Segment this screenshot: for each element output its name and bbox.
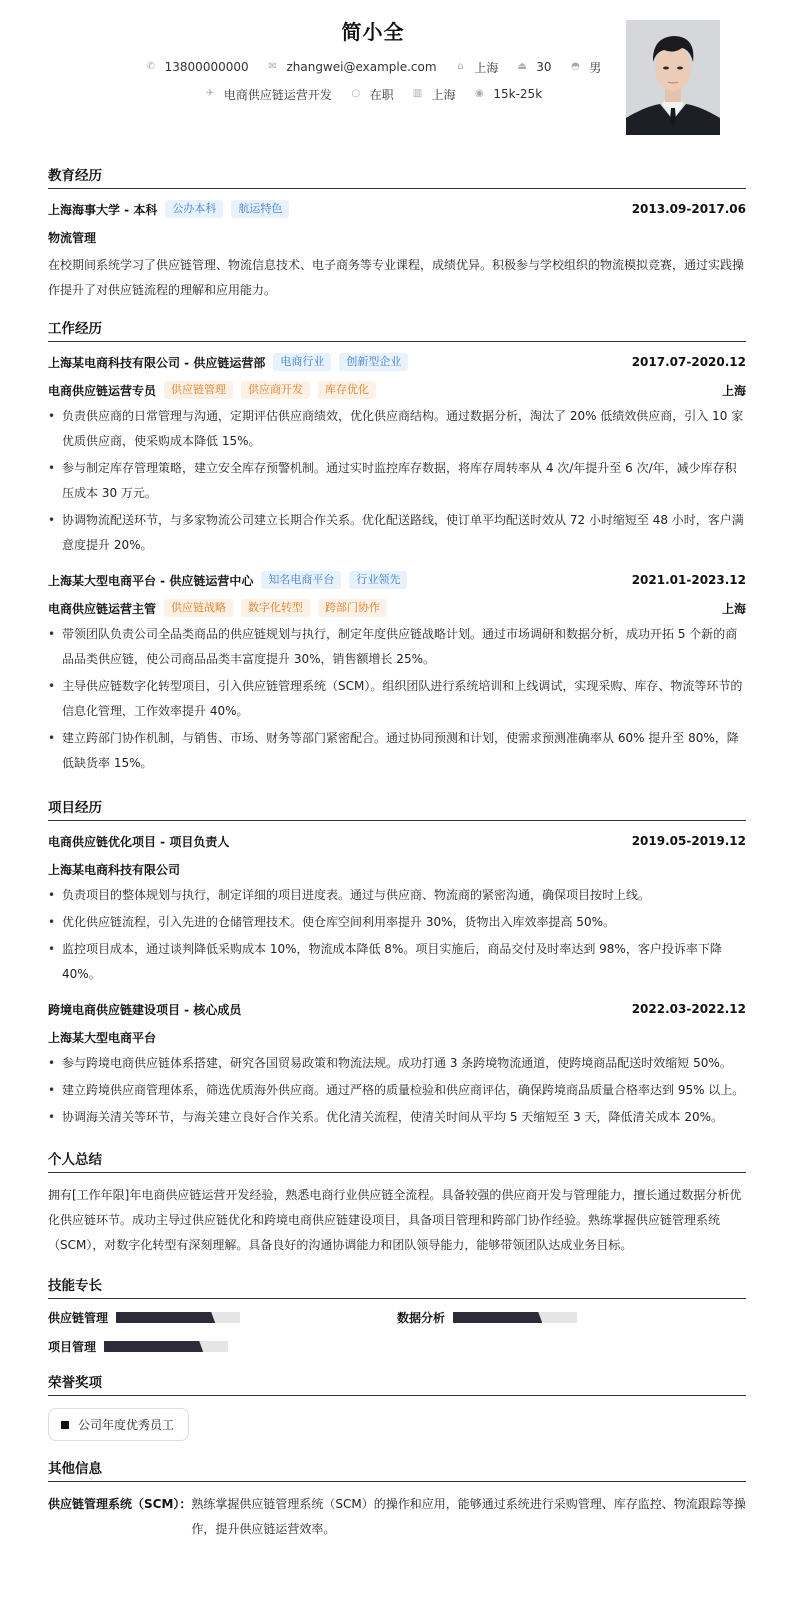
age-icon: ⏏ [517, 61, 527, 72]
skill-fill [104, 1341, 203, 1352]
employment-status-info: ○ 在职 [351, 87, 394, 102]
skill-fill [116, 1312, 215, 1323]
role-tag: 供应链战略 [164, 599, 233, 617]
role-tag: 数字化转型 [241, 599, 310, 617]
phone-info: ✆ 13800000000 [146, 60, 249, 74]
resume-header [48, 0, 746, 150]
bullet-item: • 优化供应链流程，引入先进的仓储管理技术。使仓库空间利用率提升 30%，货物出入库效率提高 50%。 [48, 910, 746, 935]
bullet-item: • 带领团队负责公司全品类商品的供应链规划与执行，制定年度供应链战略计划。通过市场调研和数据分析，成功开拓 5 个新的商品品类供应链，使公司商品品类丰富度提升 30%，销售额增长 25%。 [48, 622, 746, 672]
education-item [48, 199, 746, 303]
company-tag: 知名电商平台 [261, 571, 341, 589]
section-title: 教育经历 [48, 164, 746, 189]
work-section [48, 317, 746, 776]
section-title: 个人总结 [48, 1148, 746, 1173]
summary-section [48, 1148, 746, 1258]
skill-item [48, 1309, 397, 1326]
bullet-item: • 负责项目的整体规划与执行，制定详细的项目进度表。通过与供应商、物流商的紧密沟通，确保项目按时上线。 [48, 883, 746, 908]
work-item [48, 352, 746, 558]
other-info-key: 供应链管理系统（SCM）： [48, 1497, 192, 1511]
education-description: 在校期间系统学习了供应链管理、物流信息技术、电子商务等专业课程，成绩优异。积极参与学校组织的物流模拟竞赛，通过实践操作提升了对供应链流程的理解和应用能力。 [48, 258, 745, 297]
bullet-item: • 协调物流配送环节，与多家物流公司建立长期合作关系。优化配送路线，使订单平均配送时效从 72 小时缩短至 48 小时，客户满意度提升 20%。 [48, 508, 746, 558]
work-date: 2017.07-2020.12 [631, 355, 746, 369]
salary-info: ◉ 15k-25k [475, 87, 543, 101]
other-info-item [48, 1492, 746, 1542]
portrait-image [626, 20, 720, 135]
bullet-item: • 参与跨境电商供应链体系搭建，研究各国贸易政策和物流法规。成功打通 3 条跨境物流通道，使跨境商品配送时效缩短 50%。 [48, 1051, 746, 1076]
skill-name: 数据分析 [397, 1311, 446, 1325]
award-item [48, 1408, 189, 1441]
work-location: 上海 [721, 383, 746, 398]
skill-item [397, 1309, 746, 1326]
skills-section [48, 1274, 746, 1355]
job-role: 电商供应链运营主管 [48, 601, 157, 616]
project-bullets [62, 1051, 746, 1130]
project-org: 上海某大型电商平台 [48, 1030, 157, 1045]
role-tag: 跨部门协作 [318, 599, 387, 617]
project-item [48, 999, 746, 1130]
company-tag: 电商行业 [273, 353, 331, 371]
salary-icon: ◉ [475, 88, 484, 99]
school-tag: 航运特色 [231, 200, 289, 218]
skill-name: 供应链管理 [48, 1311, 109, 1325]
project-item [48, 831, 746, 987]
project-name: 跨境电商供应链建设项目 - 核心成员 [48, 1002, 242, 1017]
skill-bar [453, 1312, 577, 1323]
education-section [48, 164, 746, 303]
job-role: 电商供应链运营专员 [48, 383, 157, 398]
education-date: 2013.09-2017.06 [631, 202, 746, 216]
other-info-section [48, 1457, 746, 1542]
age-info: ⏏ 30 [517, 60, 552, 74]
bullet-item: • 建立跨境供应商管理体系，筛选优质海外供应商。通过严格的质量检验和供应商评估，确保跨境商品质量合格率达到 95% 以上。 [48, 1078, 746, 1103]
company-tag: 行业领先 [349, 571, 407, 589]
summary-text: 拥有[工作年限]年电商供应链运营开发经验，熟悉电商行业供应链全流程。具备较强的供应商开发与管理能力，擅长通过数据分析优化供应链环节。成功主导过供应链优化和跨境电商供应链建设项目，具备项目管理和跨部门协作经验。熟练掌握供应链管理系统（SCM），对数字化转型有深刻理解。具备良好的沟通协调能力和团队领导能力，能够带领团队达成业务目标。 [48, 1188, 742, 1252]
project-name: 电商供应链优化项目 - 项目负责人 [48, 834, 230, 849]
skill-fill [453, 1312, 542, 1323]
awards-section [48, 1371, 746, 1441]
work-bullets [62, 404, 746, 558]
role-tag: 供应商开发 [241, 381, 310, 399]
job-intent-row [48, 85, 698, 103]
email-info: ✉ zhangwei@example.com [268, 60, 437, 74]
skills-grid [48, 1309, 746, 1355]
bullet-item: • 负责供应商的日常管理与沟通，定期评估供应商绩效，优化供应商结构。通过数据分析，淘汰了 20% 低绩效供应商，引入 10 家优质供应商，使采购成本降低 15%。 [48, 404, 746, 454]
work-date: 2021.01-2023.12 [631, 573, 746, 587]
section-title: 技能专长 [48, 1274, 746, 1299]
mail-icon: ✉ [268, 61, 277, 72]
project-bullets [62, 883, 746, 987]
gender-icon: ◓ [570, 61, 580, 72]
project-date: 2022.03-2022.12 [631, 1002, 746, 1016]
bullet-item: • 建立跨部门协作机制，与销售、市场、财务等部门紧密配合。通过协同预测和计划，使需求预测准确率从 60% 提升至 80%，降低缺货率 15%。 [48, 726, 746, 776]
work-location: 上海 [721, 601, 746, 616]
role-tag: 供应链管理 [164, 381, 233, 399]
bullet-item: • 监控项目成本，通过谈判降低采购成本 10%，物流成本降低 8%。项目实施后，商品交付及时率达到 98%，客户投诉率下降 40%。 [48, 937, 746, 987]
project-date: 2019.05-2019.12 [631, 834, 746, 848]
work-item [48, 570, 746, 776]
skill-item [48, 1338, 397, 1355]
square-bullet-icon [61, 1421, 69, 1429]
skill-bar [116, 1312, 240, 1323]
target-city-info: ▥ 上海 [412, 87, 456, 102]
work-bullets [62, 622, 746, 776]
home-icon: ⌂ [457, 61, 464, 72]
status-icon: ○ [351, 88, 361, 99]
building-icon: ▥ [412, 88, 423, 99]
bullet-item: • 主导供应链数字化转型项目，引入供应链管理系统（SCM）。组织团队进行系统培训和上线调试，实现采购、库存、物流等环节的信息化管理，工作效率提升 40%。 [48, 674, 746, 724]
city-info: ⌂ 上海 [454, 59, 498, 76]
gender-info: ◓ 男 [570, 60, 602, 75]
school-tag: 公办本科 [165, 200, 223, 218]
skill-name: 项目管理 [48, 1340, 97, 1354]
major: 物流管理 [48, 230, 97, 245]
section-title: 荣誉奖项 [48, 1371, 746, 1396]
award-label: 公司年度优秀员工 [78, 1418, 175, 1432]
school-name: 上海海事大学 - 本科 [48, 202, 158, 217]
target-position-info: ✈ 电商供应链运营开发 [205, 87, 332, 102]
bullet-item: • 参与制定库存管理策略，建立安全库存预警机制。通过实时监控库存数据，将库存周转率从 4 次/年提升至 6 次/年，减少库存积压成本 30 万元。 [48, 456, 746, 506]
profile-photo [626, 20, 720, 135]
section-title: 项目经历 [48, 796, 746, 821]
send-icon: ✈ [205, 88, 215, 99]
projects-section [48, 796, 746, 1130]
bullet-item: • 协调海关清关等环节，与海关建立良好合作关系。优化清关流程，使清关时间从平均 5 天缩短至 3 天，降低清关成本 20%。 [48, 1105, 746, 1130]
company-name: 上海某大型电商平台 - 供应链运营中心 [48, 573, 254, 588]
skill-bar [104, 1341, 228, 1352]
candidate-name: 简小全 [341, 20, 405, 44]
other-info-value: 熟练掌握供应链管理系统（SCM）的操作和应用，能够通过系统进行采购管理、库存监控、物流跟踪等操作，提升供应链运营效率。 [191, 1497, 746, 1536]
project-org: 上海某电商科技有限公司 [48, 862, 181, 877]
company-tag: 创新型企业 [339, 353, 408, 371]
company-name: 上海某电商科技有限公司 - 供应链运营部 [48, 355, 266, 370]
contact-info-row [48, 58, 698, 76]
role-tag: 库存优化 [318, 381, 376, 399]
section-title: 其他信息 [48, 1457, 746, 1482]
phone-icon: ✆ [146, 61, 155, 72]
section-title: 工作经历 [48, 317, 746, 342]
